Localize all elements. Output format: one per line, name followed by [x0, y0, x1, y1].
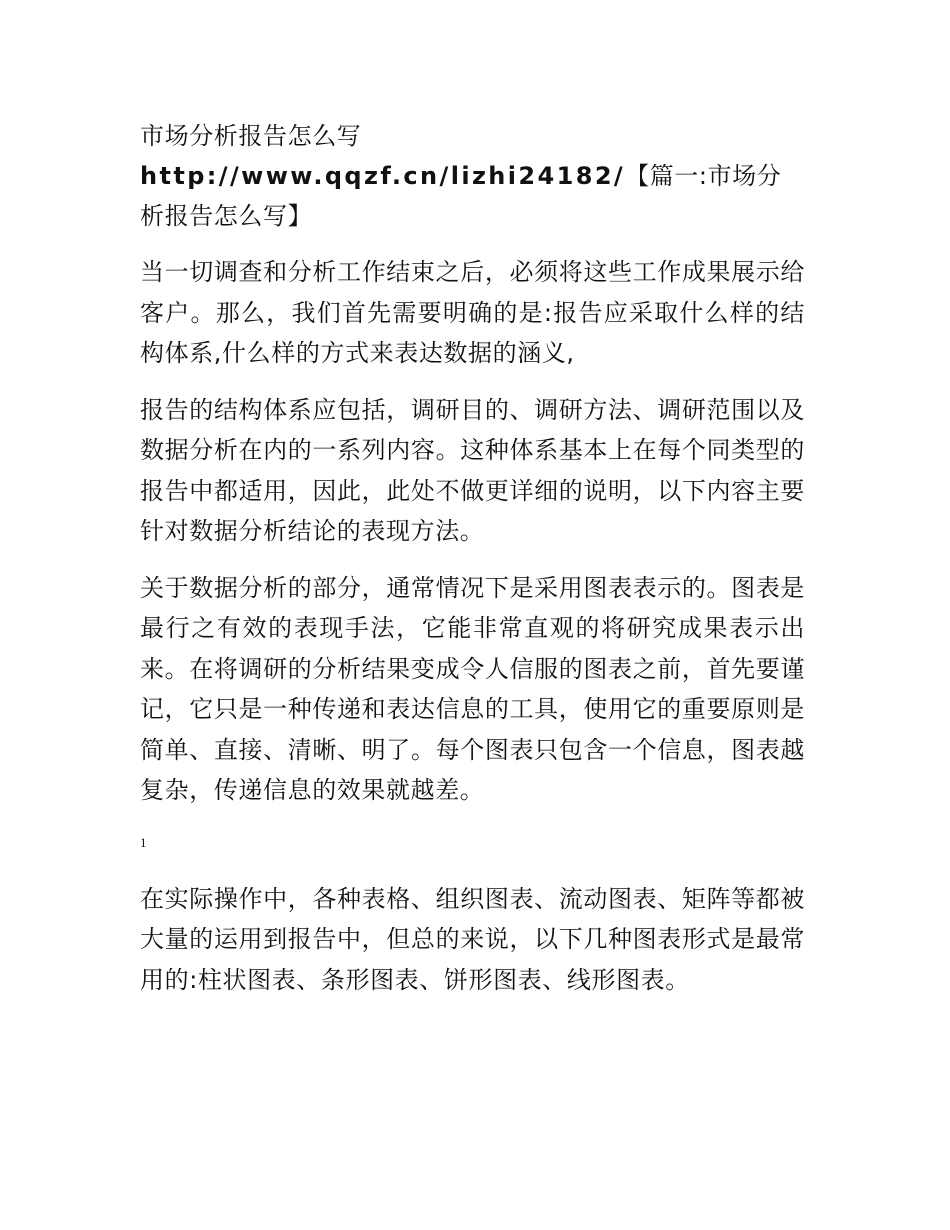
page-number: 1 [140, 834, 147, 850]
paragraph: 在实际操作中，各种表格、组织图表、流动图表、矩阵等都被大量的运用到报告中，但总的来说，以下几种图表形式是最常用的:柱状图表、条形图表、饼形图表、线形图表。 [140, 884, 805, 994]
heading-title: 市场分析报告怎么写 [140, 122, 362, 150]
paragraph: 当一切调查和分析工作结束之后，必须将这些工作成果展示给客户。那么，我们首先需要明确的是:报告应采取什么样的结构体系,什么样的方式来表达数据的涵义, [140, 258, 805, 367]
paragraph: 关于数据分析的部分，通常情况下是采用图表表示的。图表是最行之有效的表现手法，它能非常直观的将研究成果表示出来。在将调研的分析结果变成令人信服的图表之前，首先要谨记，它只是一种传递和表达信息的工具，使用它的重要原则是简单、直接、清晰、明了。每个图表只包含一个信息，图表越复杂，传递信息的效果就越差。 [140, 573, 805, 804]
document-heading [140, 116, 805, 236]
source-url: http://www.qqzf.cn/lizhi24182/ [140, 162, 626, 190]
paragraph: 报告的结构体系应包括，调研目的、调研方法、调研范围以及数据分析在内的一系列内容。这种体系基本上在每个同类型的报告中都适用，因此，此处不做更详细的说明，以下内容主要针对数据分析结论的表现方法。 [140, 395, 805, 545]
section-title: 【篇一:市场分析报告怎么写】 [140, 162, 782, 230]
document-body [140, 116, 805, 1016]
